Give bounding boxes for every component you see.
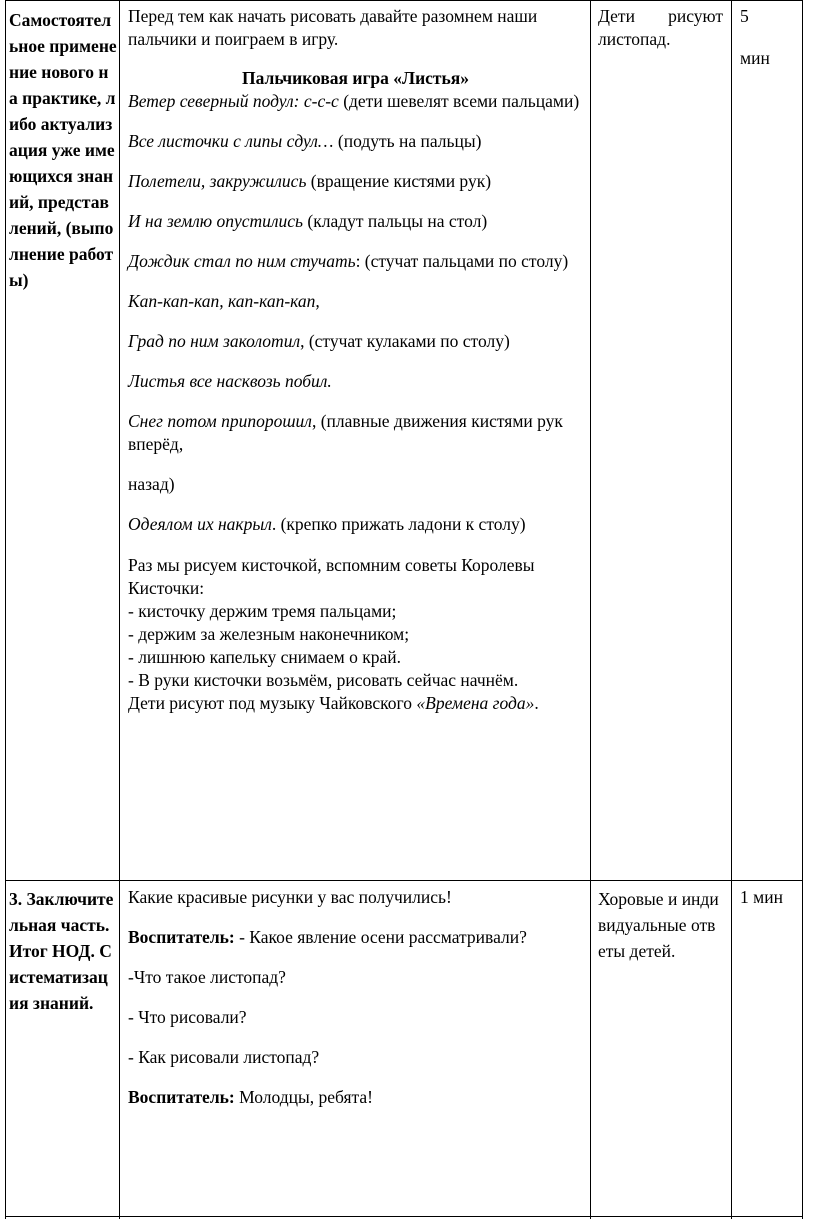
music-title: «Времена года» — [416, 693, 535, 713]
verse-8 — [128, 370, 583, 393]
row1-children-text: Дети рисуют листопад. — [598, 6, 723, 49]
verse-2-italic: Все листочки с липы сдул… — [128, 131, 334, 151]
verse-1-italic: Ветер северный подул: с-с-с — [128, 91, 339, 111]
music-plain: Дети рисуют под музыку Чайковского — [128, 693, 417, 713]
row1-stage-cell — [9, 7, 117, 293]
table-border-top — [5, 0, 803, 1]
verse-4-italic: И на землю опустились — [128, 211, 304, 231]
music-line — [128, 692, 583, 715]
verse-10 — [128, 473, 583, 496]
verse-5-plain: : (стучат пальцами по столу) — [355, 251, 569, 271]
verse-6-italic: Кап-кап-кап, кап-кап-кап, — [128, 291, 320, 311]
game-title: Пальчиковая игра «Листья» — [241, 68, 469, 88]
row1-time-number: 5 — [740, 6, 749, 26]
teacher-final-text: Молодцы, ребята! — [234, 1087, 373, 1107]
row1-children-cell — [598, 5, 723, 51]
row1-time-cell — [740, 5, 800, 70]
advice-intro: Раз мы рисуем кисточкой, вспомним советы Королевы Кисточки: — [128, 555, 535, 598]
teacher-question-text: - Какое явление осени рассматривали? — [234, 927, 527, 947]
row1-content-cell — [128, 5, 583, 715]
verse-5-italic: Дождик стал по ним стучать — [128, 251, 356, 271]
verse-3-italic: Полетели, закружились — [128, 171, 307, 191]
verse-11-plain: . (крепко прижать ладони к столу) — [271, 514, 526, 534]
verse-9 — [128, 410, 583, 456]
question-2: -Что такое листопад? — [128, 967, 286, 987]
row1-stage-text: Самостоятельное применение нового на практике, либо актуализация уже имеющихся знаний, представлений, (выполнение работы) — [9, 10, 117, 290]
verse-11 — [128, 513, 583, 536]
row2-time-cell — [740, 886, 800, 909]
verse-2-plain: (подуть на пальцы) — [333, 131, 482, 151]
table-border-left — [5, 0, 6, 1219]
verse-8-italic: Листья все насквозь побил. — [128, 371, 332, 391]
game-intro: Перед тем как начать рисовать давайте разомнем наши пальчики и поиграем в игру. — [128, 6, 538, 49]
advice-2: - держим за железным наконечником; — [128, 624, 410, 644]
verse-11-italic: Одеялом их накрыл — [128, 514, 272, 534]
music-end: . — [534, 693, 539, 713]
verse-7-plain: , (стучат кулаками по столу) — [300, 331, 510, 351]
advice-4: - В руки кисточки возьмём, рисовать сейчас начнём. — [128, 670, 519, 690]
table-divider-1 — [119, 0, 120, 1219]
teacher-final — [128, 1086, 583, 1109]
verse-10-plain: назад) — [128, 474, 175, 494]
table-border-right — [802, 0, 803, 1219]
advice-1: - кисточку держим тремя пальцами; — [128, 601, 397, 621]
verse-6 — [128, 290, 583, 313]
row1-time-unit: мин — [740, 48, 770, 68]
verse-9-plain: , (плавные движения кистями рук вперёд, — [128, 411, 563, 454]
advice-3: - лишнюю капельку снимаем о край. — [128, 647, 401, 667]
closing-line-1: Какие красивые рисунки у вас получились! — [128, 887, 452, 907]
row2-children-text: Хоровые и индивидуальные ответы детей. — [598, 889, 719, 961]
table-divider-2 — [590, 0, 591, 1219]
verse-7 — [128, 330, 583, 353]
row2-stage-cell — [9, 886, 117, 1016]
verse-1 — [128, 90, 583, 113]
row2-time-text: 1 мин — [740, 887, 783, 907]
row2-stage-text: 3. Заключительная часть. Итог НОД. Систематизация знаний. — [9, 889, 114, 1013]
row2-children-cell — [598, 886, 723, 964]
verse-3-plain: (вращение кистями рук) — [306, 171, 492, 191]
teacher-label-2: Воспитатель: — [128, 1087, 235, 1107]
verse-3 — [128, 170, 583, 193]
row-divider — [5, 880, 803, 881]
table-border-bottom — [5, 1216, 803, 1217]
verse-4 — [128, 210, 583, 233]
verse-5 — [128, 250, 583, 273]
question-3: - Что рисовали? — [128, 1007, 247, 1027]
verse-9-italic: Снег потом припорошил — [128, 411, 312, 431]
verse-7-italic: Град по ним заколотил — [128, 331, 301, 351]
question-4: - Как рисовали листопад? — [128, 1047, 320, 1067]
teacher-label-1: Воспитатель: — [128, 927, 235, 947]
row2-content-cell — [128, 886, 583, 1109]
verse-4-plain: (кладут пальцы на стол) — [303, 211, 488, 231]
verse-1-plain: (дети шевелят всеми пальцами) — [338, 91, 580, 111]
verse-2 — [128, 130, 583, 153]
teacher-question — [128, 926, 583, 949]
table-divider-3 — [731, 0, 732, 1219]
